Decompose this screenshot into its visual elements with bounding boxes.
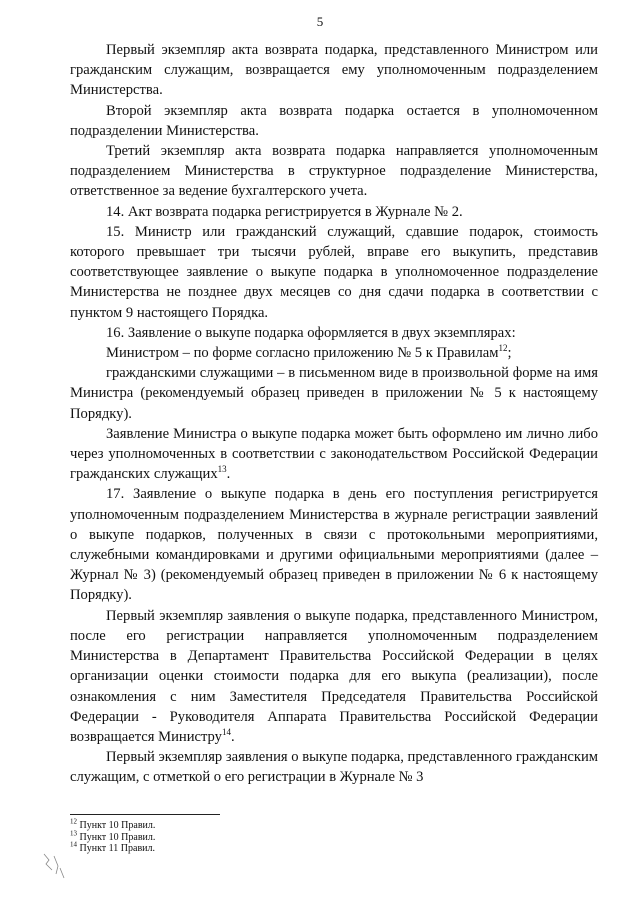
paragraph: Третий экземпляр акта возврата подарка направляется уполномоченным подразделением Министерства в структурное подразделение Министерства, ответственное за ведение бухгалтерского учета. <box>70 143 598 200</box>
footnote-ref: 12 <box>498 343 508 354</box>
footnote: $^{12}$ Пункт 10 Правил. <box>70 817 156 831</box>
page-number: 5 <box>316 14 324 29</box>
footnote-ref: 14 <box>221 727 231 738</box>
paragraph: Первый экземпляр заявления о выкупе подарка, представленного гражданским служащим, с отметкой о его регистрации в Журнале № 3 <box>70 749 598 786</box>
paragraph: 14. Акт возврата подарка регистрируется в Журнале № 2. <box>106 203 463 220</box>
footnote-divider <box>70 814 220 815</box>
paragraph: Министром – по форме согласно приложению № 5 к Правилам$^{12}$; <box>106 343 512 362</box>
footnote: $^{14}$ Пункт 11 Правил. <box>70 840 156 854</box>
paragraph: 15. Министр или гражданский служащий, сдавшие подарок, стоимость которого превышает три тысячи рублей, вправе его выкупить, представив соответствующее заявление о выкупе подарка в уполномоченное подразделение Министерства не позднее двух месяцев со дня сдачи подарка в соответствии с пунктом 9 настоящего Порядка. <box>70 223 598 321</box>
body-text <box>70 40 598 788</box>
footnotes <box>70 817 156 855</box>
footnote: $^{13}$ Пункт 10 Правил. <box>70 829 156 843</box>
paragraph: 17. Заявление о выкупе подарка в день его поступления регистрируется уполномоченным подразделением Министерства в журнале регистрации заявлений о выкупе подарков, полученных в связи с протокольными мероприятиями, служебными командировками и другими официальными мероприятиями (далее – Журнал № 3) (рекомендуемый образец приведен в приложении № 6 к настоящему Порядку). <box>70 486 598 604</box>
paragraph: Заявление Министра о выкупе подарка может быть оформлено им лично либо через уполномоченных в соответствии с законодательством Российской Федерации гражданских служащих$^{13}$. <box>70 425 598 483</box>
paragraph: Второй экземпляр акта возврата подарка остается в уполномоченном подразделении Министерства. <box>70 102 598 139</box>
paragraph: гражданскими служащими – в письменном виде в произвольной форме на имя Министра (рекомендуемый образец приведен в приложении № 5 к настоящему Порядку). <box>70 365 598 422</box>
paragraph: Первый экземпляр заявления о выкупе подарка, представленного Министром, после его регистрации направляется уполномоченным подразделением Министерства в Департамент Правительства Российской Федерации в целях организации оценки стоимости подарка для его выкупа (реализации), после ознакомления с ним Заместителя Председателя Правительства Российской Федерации - Руководителя Аппарата Правительства Российской Федерации возвращается Министру$^{14}$. <box>70 607 598 745</box>
paragraph: Первый экземпляр акта возврата подарка, представленного Министром или гражданским служащим, возвращается ему уполномоченным подразделением Министерства. <box>70 42 598 99</box>
footnote-ref: 13 <box>217 464 227 475</box>
paragraph: 16. Заявление о выкупе подарка оформляется в двух экземплярах: <box>106 324 516 341</box>
handwritten-mark <box>40 848 70 882</box>
